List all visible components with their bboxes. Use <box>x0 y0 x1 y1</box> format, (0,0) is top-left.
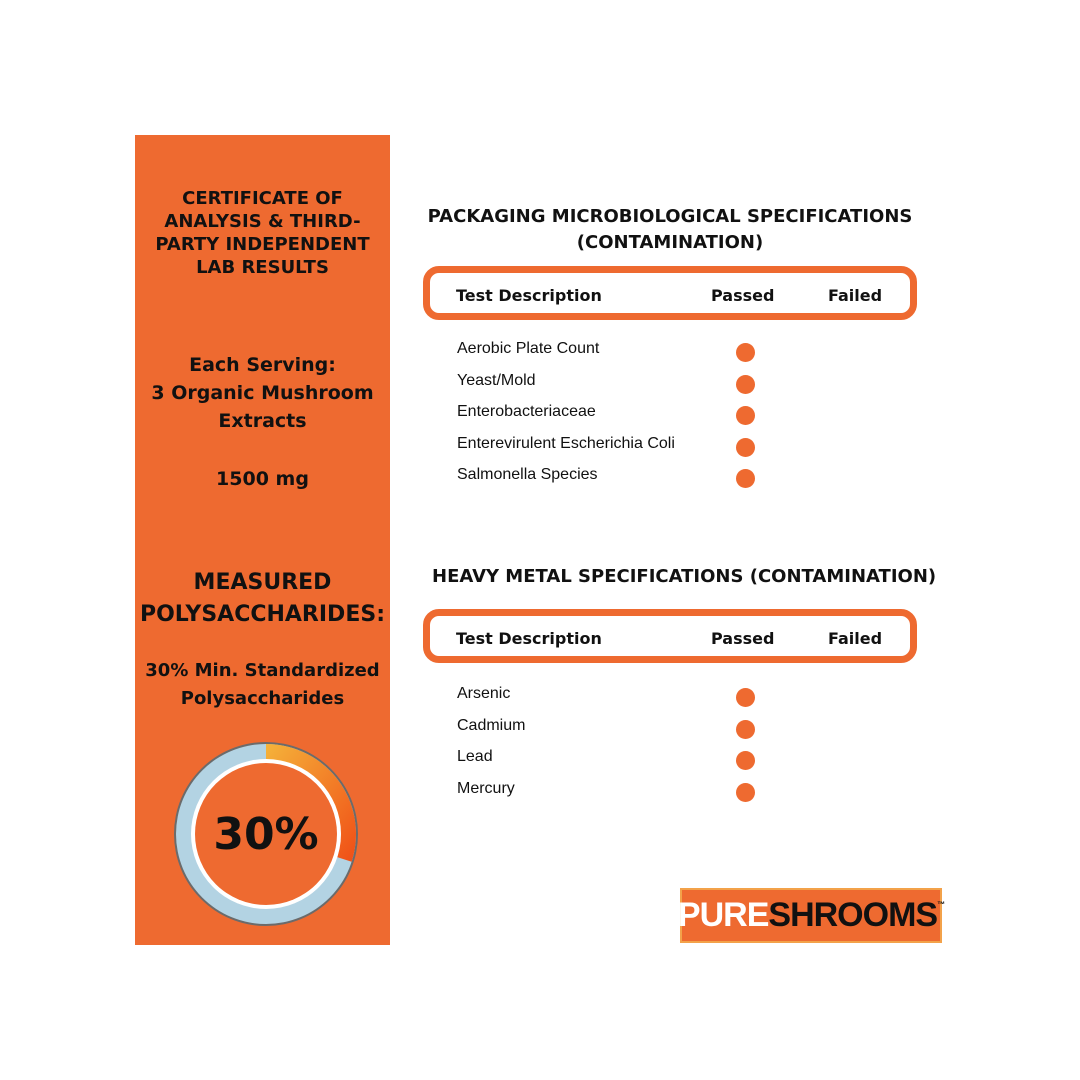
test-name: Enterobacteriaceae <box>457 403 596 420</box>
passed-indicator <box>736 406 755 425</box>
passed-indicator <box>736 720 755 739</box>
serving-extracts: 3 Organic Mushroom Extracts <box>151 382 374 432</box>
test-name: Lead <box>457 748 493 765</box>
passed-indicator <box>736 375 755 394</box>
standardized-note: 30% Min. Standardized Polysaccharides <box>145 660 380 709</box>
certificate-title: CERTIFICATE OF ANALYSIS & THIRD-PARTY INDEPENDENT LAB RESULTS <box>155 188 370 278</box>
summary-panel <box>135 135 390 945</box>
measured-heading: MEASURED POLYSACCHARIDES: <box>139 570 385 627</box>
donut-percent-label: 30% <box>213 808 319 860</box>
passed-indicator <box>736 469 755 488</box>
test-name: Cadmium <box>457 716 526 734</box>
test-name: Arsenic <box>457 685 511 702</box>
test-name: Yeast/Mold <box>457 371 536 389</box>
logo-shrooms-text: SHROOMS <box>768 896 938 934</box>
pureshrooms-logo <box>677 888 945 943</box>
test-name: Salmonella Species <box>457 466 598 483</box>
header-passed: Passed <box>711 629 775 648</box>
result-row <box>457 430 917 460</box>
result-row <box>457 743 917 773</box>
result-row <box>457 398 917 428</box>
result-row <box>457 335 917 365</box>
dose-amount: 1500 mg <box>216 468 309 490</box>
header-passed: Passed <box>711 286 775 305</box>
result-row <box>457 680 917 710</box>
result-row <box>457 461 917 491</box>
passed-indicator <box>736 343 755 362</box>
serving-info <box>140 351 385 435</box>
header-failed: Failed <box>828 286 883 305</box>
test-name: Mercury <box>457 779 515 797</box>
header-test-description: Test Description <box>456 629 602 648</box>
result-row <box>457 367 917 397</box>
logo-pure-text: PURE <box>677 896 769 934</box>
header-test-description: Test Description <box>456 286 602 305</box>
result-row <box>457 712 917 742</box>
test-name: Enterevirulent Escherichia Coli <box>457 434 675 452</box>
logo-trademark: ™ <box>937 900 945 909</box>
result-row <box>457 775 917 805</box>
microbiological-table-header <box>423 266 917 320</box>
microbiological-title: PACKAGING MICROBIOLOGICAL SPECIFICATIONS (CONTAMINATION) <box>427 206 913 253</box>
header-failed: Failed <box>828 629 883 648</box>
serving-label: Each Serving: <box>189 354 336 376</box>
heavy-metal-table-header <box>423 609 917 663</box>
heavy-metal-title: HEAVY METAL SPECIFICATIONS (CONTAMINATION) <box>432 566 937 587</box>
passed-indicator <box>736 438 755 457</box>
test-name: Aerobic Plate Count <box>457 340 600 357</box>
passed-indicator <box>736 688 755 707</box>
passed-indicator <box>736 783 755 802</box>
passed-indicator <box>736 751 755 770</box>
